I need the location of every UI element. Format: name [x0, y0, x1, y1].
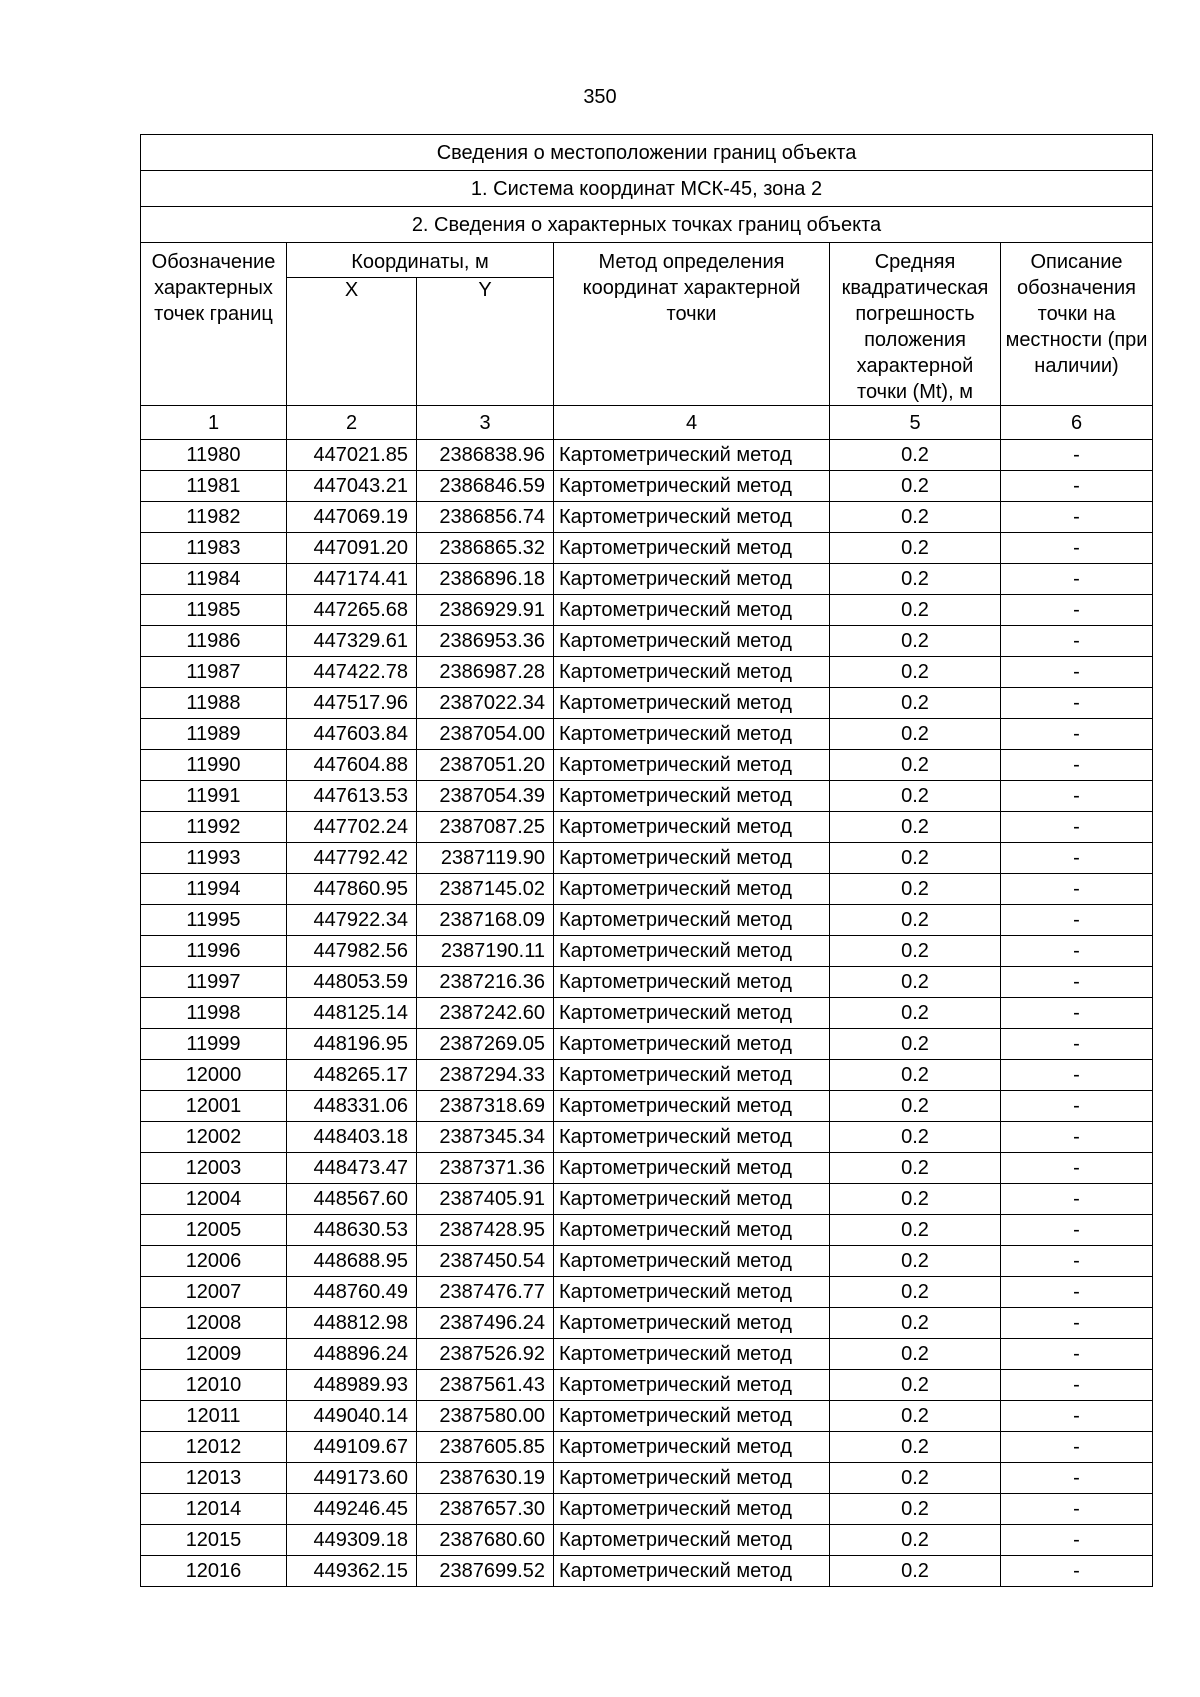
- table-row: [141, 843, 1153, 874]
- header-mean-error: Средняя квадратическая погрешность положения характерной точки (Mt), м: [830, 243, 1001, 406]
- mean-error-cell: 0.2: [830, 998, 1001, 1029]
- x-coordinate-cell: 447021.85: [287, 440, 417, 471]
- description-cell: -: [1001, 1556, 1153, 1587]
- y-coordinate-cell: 2387190.11: [417, 936, 554, 967]
- column-number: 4: [554, 406, 830, 440]
- description-cell: -: [1001, 1494, 1153, 1525]
- description-cell: -: [1001, 1401, 1153, 1432]
- mean-error-cell: 0.2: [830, 1029, 1001, 1060]
- table-row: [141, 533, 1153, 564]
- point-id-cell: 12001: [141, 1091, 287, 1122]
- mean-error-cell: 0.2: [830, 1153, 1001, 1184]
- mean-error-cell: 0.2: [830, 502, 1001, 533]
- y-coordinate-cell: 2387054.39: [417, 781, 554, 812]
- x-coordinate-cell: 448196.95: [287, 1029, 417, 1060]
- x-coordinate-cell: 447702.24: [287, 812, 417, 843]
- x-coordinate-cell: 448125.14: [287, 998, 417, 1029]
- table-row: [141, 1246, 1153, 1277]
- point-id-cell: 12002: [141, 1122, 287, 1153]
- method-cell: Картометрический метод: [554, 533, 830, 564]
- description-cell: -: [1001, 1153, 1153, 1184]
- point-id-cell: 11994: [141, 874, 287, 905]
- x-coordinate-cell: 449309.18: [287, 1525, 417, 1556]
- method-cell: Картометрический метод: [554, 1494, 830, 1525]
- method-cell: Картометрический метод: [554, 688, 830, 719]
- method-cell: Картометрический метод: [554, 1370, 830, 1401]
- description-cell: -: [1001, 1525, 1153, 1556]
- column-number-row: [141, 406, 1153, 440]
- point-id-cell: 11998: [141, 998, 287, 1029]
- method-cell: Картометрический метод: [554, 1091, 830, 1122]
- description-cell: -: [1001, 1339, 1153, 1370]
- point-id-cell: 11996: [141, 936, 287, 967]
- table-row: [141, 564, 1153, 595]
- y-coordinate-cell: 2386865.32: [417, 533, 554, 564]
- method-cell: Картометрический метод: [554, 874, 830, 905]
- header-coordinates: Координаты, м: [287, 243, 554, 278]
- x-coordinate-cell: 448403.18: [287, 1122, 417, 1153]
- x-coordinate-cell: 447265.68: [287, 595, 417, 626]
- table-caption-object-boundaries: Сведения о местоположении границ объекта: [141, 135, 1153, 171]
- x-coordinate-cell: 448473.47: [287, 1153, 417, 1184]
- point-id-cell: 12014: [141, 1494, 287, 1525]
- x-coordinate-cell: 447860.95: [287, 874, 417, 905]
- mean-error-cell: 0.2: [830, 1556, 1001, 1587]
- mean-error-cell: 0.2: [830, 1339, 1001, 1370]
- point-id-cell: 12006: [141, 1246, 287, 1277]
- mean-error-cell: 0.2: [830, 1060, 1001, 1091]
- x-coordinate-cell: 447792.42: [287, 843, 417, 874]
- point-id-cell: 12008: [141, 1308, 287, 1339]
- table-row: [141, 1463, 1153, 1494]
- table-row: [141, 440, 1153, 471]
- y-coordinate-cell: 2387051.20: [417, 750, 554, 781]
- method-cell: Картометрический метод: [554, 1432, 830, 1463]
- header-x: X: [287, 278, 417, 406]
- mean-error-cell: 0.2: [830, 657, 1001, 688]
- y-coordinate-cell: 2387657.30: [417, 1494, 554, 1525]
- method-cell: Картометрический метод: [554, 1463, 830, 1494]
- x-coordinate-cell: 449109.67: [287, 1432, 417, 1463]
- table-row: [141, 471, 1153, 502]
- mean-error-cell: 0.2: [830, 533, 1001, 564]
- table-row: [141, 1494, 1153, 1525]
- x-coordinate-cell: 447043.21: [287, 471, 417, 502]
- description-cell: -: [1001, 626, 1153, 657]
- point-id-cell: 11991: [141, 781, 287, 812]
- y-coordinate-cell: 2386896.18: [417, 564, 554, 595]
- description-cell: -: [1001, 1370, 1153, 1401]
- point-id-cell: 12003: [141, 1153, 287, 1184]
- description-cell: -: [1001, 564, 1153, 595]
- method-cell: Картометрический метод: [554, 502, 830, 533]
- column-number: 6: [1001, 406, 1153, 440]
- point-id-cell: 12000: [141, 1060, 287, 1091]
- table-row: [141, 1401, 1153, 1432]
- mean-error-cell: 0.2: [830, 1463, 1001, 1494]
- x-coordinate-cell: 449040.14: [287, 1401, 417, 1432]
- y-coordinate-cell: 2387294.33: [417, 1060, 554, 1091]
- x-coordinate-cell: 447329.61: [287, 626, 417, 657]
- mean-error-cell: 0.2: [830, 905, 1001, 936]
- point-id-cell: 12011: [141, 1401, 287, 1432]
- description-cell: -: [1001, 998, 1153, 1029]
- boundary-points-table: [140, 134, 1153, 1587]
- description-cell: -: [1001, 1091, 1153, 1122]
- mean-error-cell: 0.2: [830, 874, 1001, 905]
- mean-error-cell: 0.2: [830, 1401, 1001, 1432]
- table-caption-coordinate-system: 1. Система координат МСК-45, зона 2: [141, 171, 1153, 207]
- mean-error-cell: 0.2: [830, 967, 1001, 998]
- method-cell: Картометрический метод: [554, 626, 830, 657]
- table-row: [141, 1215, 1153, 1246]
- table-row: [141, 1339, 1153, 1370]
- x-coordinate-cell: 448053.59: [287, 967, 417, 998]
- description-cell: -: [1001, 905, 1153, 936]
- table-row: [141, 595, 1153, 626]
- method-cell: Картометрический метод: [554, 1339, 830, 1370]
- mean-error-cell: 0.2: [830, 750, 1001, 781]
- mean-error-cell: 0.2: [830, 1494, 1001, 1525]
- description-cell: -: [1001, 1184, 1153, 1215]
- y-coordinate-cell: 2387119.90: [417, 843, 554, 874]
- method-cell: Картометрический метод: [554, 812, 830, 843]
- header-point-designation: Обозначение характерных точек границ: [141, 243, 287, 406]
- x-coordinate-cell: 447091.20: [287, 533, 417, 564]
- y-coordinate-cell: 2387630.19: [417, 1463, 554, 1494]
- x-coordinate-cell: 449173.60: [287, 1463, 417, 1494]
- table-row: [141, 1370, 1153, 1401]
- description-cell: -: [1001, 1308, 1153, 1339]
- table-row: [141, 1153, 1153, 1184]
- method-cell: Картометрический метод: [554, 967, 830, 998]
- point-id-cell: 11984: [141, 564, 287, 595]
- description-cell: -: [1001, 657, 1153, 688]
- y-coordinate-cell: 2387405.91: [417, 1184, 554, 1215]
- column-number: 2: [287, 406, 417, 440]
- point-id-cell: 12010: [141, 1370, 287, 1401]
- method-cell: Картометрический метод: [554, 1556, 830, 1587]
- y-coordinate-cell: 2387450.54: [417, 1246, 554, 1277]
- method-cell: Картометрический метод: [554, 1029, 830, 1060]
- point-id-cell: 11992: [141, 812, 287, 843]
- y-coordinate-cell: 2387054.00: [417, 719, 554, 750]
- description-cell: -: [1001, 781, 1153, 812]
- mean-error-cell: 0.2: [830, 688, 1001, 719]
- point-id-cell: 12007: [141, 1277, 287, 1308]
- header-description: Описание обозначения точки на местности (при наличии): [1001, 243, 1153, 406]
- column-number: 5: [830, 406, 1001, 440]
- description-cell: -: [1001, 1060, 1153, 1091]
- table-row: [141, 781, 1153, 812]
- description-cell: -: [1001, 936, 1153, 967]
- y-coordinate-cell: 2386856.74: [417, 502, 554, 533]
- method-cell: Картометрический метод: [554, 750, 830, 781]
- method-cell: Картометрический метод: [554, 843, 830, 874]
- y-coordinate-cell: 2387428.95: [417, 1215, 554, 1246]
- description-cell: -: [1001, 719, 1153, 750]
- x-coordinate-cell: 448760.49: [287, 1277, 417, 1308]
- mean-error-cell: 0.2: [830, 1091, 1001, 1122]
- y-coordinate-cell: 2387699.52: [417, 1556, 554, 1587]
- table-row: [141, 998, 1153, 1029]
- table-row: [141, 905, 1153, 936]
- point-id-cell: 11981: [141, 471, 287, 502]
- x-coordinate-cell: 447982.56: [287, 936, 417, 967]
- description-cell: -: [1001, 688, 1153, 719]
- mean-error-cell: 0.2: [830, 1184, 1001, 1215]
- column-number: 1: [141, 406, 287, 440]
- x-coordinate-cell: 447069.19: [287, 502, 417, 533]
- table-row: [141, 1308, 1153, 1339]
- x-coordinate-cell: 448567.60: [287, 1184, 417, 1215]
- point-id-cell: 11988: [141, 688, 287, 719]
- description-cell: -: [1001, 750, 1153, 781]
- table-row: [141, 1432, 1153, 1463]
- mean-error-cell: 0.2: [830, 1215, 1001, 1246]
- method-cell: Картометрический метод: [554, 1122, 830, 1153]
- point-id-cell: 11987: [141, 657, 287, 688]
- column-number: 3: [417, 406, 554, 440]
- table-row: [141, 1060, 1153, 1091]
- method-cell: Картометрический метод: [554, 1215, 830, 1246]
- table-row: [141, 688, 1153, 719]
- description-cell: -: [1001, 1277, 1153, 1308]
- table-row: [141, 812, 1153, 843]
- description-cell: -: [1001, 533, 1153, 564]
- point-id-cell: 11982: [141, 502, 287, 533]
- point-id-cell: 11999: [141, 1029, 287, 1060]
- y-coordinate-cell: 2387022.34: [417, 688, 554, 719]
- method-cell: Картометрический метод: [554, 781, 830, 812]
- table-row: [141, 1091, 1153, 1122]
- point-id-cell: 12009: [141, 1339, 287, 1370]
- point-id-cell: 12015: [141, 1525, 287, 1556]
- method-cell: Картометрический метод: [554, 440, 830, 471]
- point-id-cell: 11990: [141, 750, 287, 781]
- mean-error-cell: 0.2: [830, 595, 1001, 626]
- method-cell: Картометрический метод: [554, 595, 830, 626]
- y-coordinate-cell: 2386838.96: [417, 440, 554, 471]
- x-coordinate-cell: 447922.34: [287, 905, 417, 936]
- y-coordinate-cell: 2386846.59: [417, 471, 554, 502]
- mean-error-cell: 0.2: [830, 1525, 1001, 1556]
- y-coordinate-cell: 2387269.05: [417, 1029, 554, 1060]
- y-coordinate-cell: 2387526.92: [417, 1339, 554, 1370]
- mean-error-cell: 0.2: [830, 471, 1001, 502]
- y-coordinate-cell: 2386929.91: [417, 595, 554, 626]
- y-coordinate-cell: 2387680.60: [417, 1525, 554, 1556]
- table-row: [141, 626, 1153, 657]
- y-coordinate-cell: 2387168.09: [417, 905, 554, 936]
- method-cell: Картометрический метод: [554, 564, 830, 595]
- method-cell: Картометрический метод: [554, 1060, 830, 1091]
- method-cell: Картометрический метод: [554, 1308, 830, 1339]
- y-coordinate-cell: 2387580.00: [417, 1401, 554, 1432]
- table-row: [141, 502, 1153, 533]
- table-caption-characteristic-points: 2. Сведения о характерных точках границ объекта: [141, 207, 1153, 243]
- mean-error-cell: 0.2: [830, 812, 1001, 843]
- method-cell: Картометрический метод: [554, 1153, 830, 1184]
- y-coordinate-cell: 2387216.36: [417, 967, 554, 998]
- method-cell: Картометрический метод: [554, 936, 830, 967]
- x-coordinate-cell: 447603.84: [287, 719, 417, 750]
- mean-error-cell: 0.2: [830, 1122, 1001, 1153]
- method-cell: Картометрический метод: [554, 1401, 830, 1432]
- x-coordinate-cell: 447604.88: [287, 750, 417, 781]
- x-coordinate-cell: 448688.95: [287, 1246, 417, 1277]
- description-cell: -: [1001, 967, 1153, 998]
- mean-error-cell: 0.2: [830, 564, 1001, 595]
- description-cell: -: [1001, 595, 1153, 626]
- header-y: Y: [417, 278, 554, 406]
- page-number: 350: [583, 86, 617, 108]
- y-coordinate-cell: 2386953.36: [417, 626, 554, 657]
- point-id-cell: 11989: [141, 719, 287, 750]
- description-cell: -: [1001, 1215, 1153, 1246]
- y-coordinate-cell: 2387476.77: [417, 1277, 554, 1308]
- point-id-cell: 12004: [141, 1184, 287, 1215]
- point-id-cell: 12012: [141, 1432, 287, 1463]
- mean-error-cell: 0.2: [830, 1277, 1001, 1308]
- x-coordinate-cell: 447422.78: [287, 657, 417, 688]
- table-row: [141, 1525, 1153, 1556]
- method-cell: Картометрический метод: [554, 1246, 830, 1277]
- y-coordinate-cell: 2387318.69: [417, 1091, 554, 1122]
- table-row: [141, 1556, 1153, 1587]
- point-id-cell: 11985: [141, 595, 287, 626]
- x-coordinate-cell: 448989.93: [287, 1370, 417, 1401]
- y-coordinate-cell: 2386987.28: [417, 657, 554, 688]
- table-row: [141, 1277, 1153, 1308]
- mean-error-cell: 0.2: [830, 781, 1001, 812]
- description-cell: -: [1001, 502, 1153, 533]
- mean-error-cell: 0.2: [830, 1370, 1001, 1401]
- table-row: [141, 936, 1153, 967]
- mean-error-cell: 0.2: [830, 440, 1001, 471]
- description-cell: -: [1001, 1246, 1153, 1277]
- mean-error-cell: 0.2: [830, 626, 1001, 657]
- mean-error-cell: 0.2: [830, 1432, 1001, 1463]
- y-coordinate-cell: 2387087.25: [417, 812, 554, 843]
- table-row: [141, 967, 1153, 998]
- point-id-cell: 12016: [141, 1556, 287, 1587]
- description-cell: -: [1001, 1029, 1153, 1060]
- point-id-cell: 12005: [141, 1215, 287, 1246]
- y-coordinate-cell: 2387605.85: [417, 1432, 554, 1463]
- x-coordinate-cell: 448812.98: [287, 1308, 417, 1339]
- x-coordinate-cell: 448331.06: [287, 1091, 417, 1122]
- table-row: [141, 1122, 1153, 1153]
- method-cell: Картометрический метод: [554, 1277, 830, 1308]
- x-coordinate-cell: 448265.17: [287, 1060, 417, 1091]
- x-coordinate-cell: 447174.41: [287, 564, 417, 595]
- point-id-cell: 11997: [141, 967, 287, 998]
- method-cell: Картометрический метод: [554, 1184, 830, 1215]
- x-coordinate-cell: 449246.45: [287, 1494, 417, 1525]
- method-cell: Картометрический метод: [554, 657, 830, 688]
- table-row: [141, 719, 1153, 750]
- method-cell: Картометрический метод: [554, 1525, 830, 1556]
- x-coordinate-cell: 447517.96: [287, 688, 417, 719]
- mean-error-cell: 0.2: [830, 1308, 1001, 1339]
- point-id-cell: 11986: [141, 626, 287, 657]
- point-id-cell: 11995: [141, 905, 287, 936]
- description-cell: -: [1001, 874, 1153, 905]
- y-coordinate-cell: 2387496.24: [417, 1308, 554, 1339]
- method-cell: Картометрический метод: [554, 719, 830, 750]
- method-cell: Картометрический метод: [554, 998, 830, 1029]
- table-row: [141, 657, 1153, 688]
- method-cell: Картометрический метод: [554, 905, 830, 936]
- x-coordinate-cell: 448896.24: [287, 1339, 417, 1370]
- description-cell: -: [1001, 1122, 1153, 1153]
- description-cell: -: [1001, 1463, 1153, 1494]
- y-coordinate-cell: 2387561.43: [417, 1370, 554, 1401]
- y-coordinate-cell: 2387145.02: [417, 874, 554, 905]
- description-cell: -: [1001, 471, 1153, 502]
- header-method: Метод определения координат характерной точки: [554, 243, 830, 406]
- mean-error-cell: 0.2: [830, 719, 1001, 750]
- x-coordinate-cell: 447613.53: [287, 781, 417, 812]
- table-row: [141, 1029, 1153, 1060]
- table-row: [141, 750, 1153, 781]
- x-coordinate-cell: 448630.53: [287, 1215, 417, 1246]
- mean-error-cell: 0.2: [830, 843, 1001, 874]
- table-row: [141, 874, 1153, 905]
- table-row: [141, 1184, 1153, 1215]
- y-coordinate-cell: 2387345.34: [417, 1122, 554, 1153]
- point-id-cell: 11980: [141, 440, 287, 471]
- y-coordinate-cell: 2387242.60: [417, 998, 554, 1029]
- point-id-cell: 11993: [141, 843, 287, 874]
- y-coordinate-cell: 2387371.36: [417, 1153, 554, 1184]
- point-id-cell: 12013: [141, 1463, 287, 1494]
- x-coordinate-cell: 449362.15: [287, 1556, 417, 1587]
- mean-error-cell: 0.2: [830, 936, 1001, 967]
- mean-error-cell: 0.2: [830, 1246, 1001, 1277]
- point-id-cell: 11983: [141, 533, 287, 564]
- description-cell: -: [1001, 812, 1153, 843]
- description-cell: -: [1001, 1432, 1153, 1463]
- description-cell: -: [1001, 440, 1153, 471]
- description-cell: -: [1001, 843, 1153, 874]
- method-cell: Картометрический метод: [554, 471, 830, 502]
